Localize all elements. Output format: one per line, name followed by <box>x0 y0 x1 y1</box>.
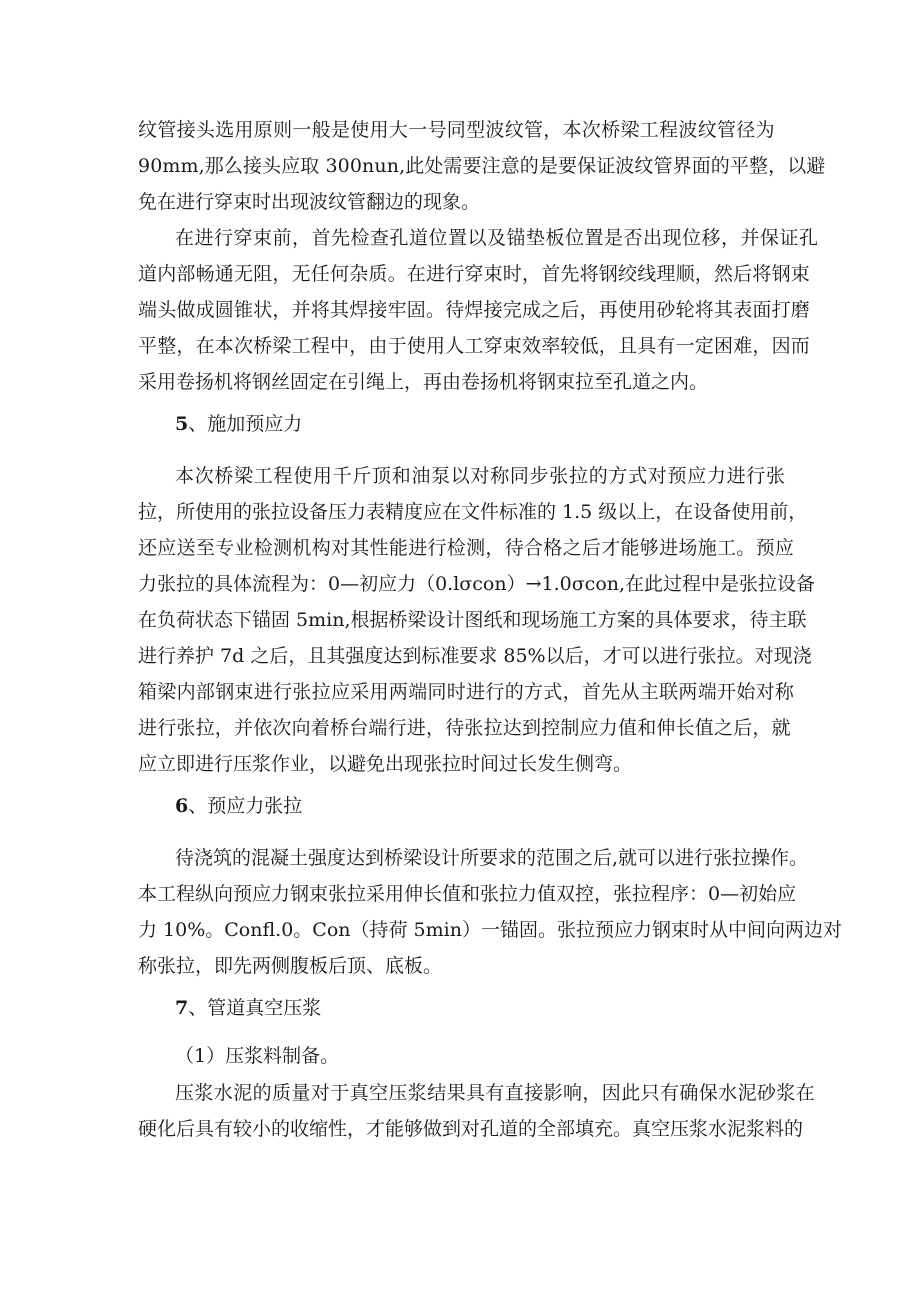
section-number: 6 <box>175 795 189 817</box>
para3-line-4: 力张拉的具体流程为：0—初应力（0.lσcon）→1.0σcon,在此过程中是张拉设备 <box>138 573 816 595</box>
para3-line-7: 箱梁内部钢束进行张拉应采用两端同时进行的方式，首先从主联两端开始对称 <box>138 681 795 703</box>
para1-line-1: 纹管接头选用原则一般是使用大一号同型波纹管，本次桥梁工程波纹管径为 <box>138 119 775 141</box>
para2-line-1: 在进行穿束前，首先检查孔道位置以及锚垫板位置是否出现位移，并保证孔 <box>175 227 819 249</box>
para2-line-4: 平整，在本次桥梁工程中，由于使用人工穿束效率较低，且具有一定困难，因而 <box>138 335 811 357</box>
para3-line-1: 本次桥梁工程使用千斤顶和油泵以对称同步张拉的方式对预应力进行张 <box>175 465 786 487</box>
para2-line-3: 端头做成圆锥状，并将其焊接牢固。待焊接完成之后，再使用砂轮将其表面打磨 <box>138 299 811 321</box>
para4-line-4: 称张拉，即先两侧腹板后顶、底板。 <box>138 955 443 977</box>
section-title: 、施加预应力 <box>188 413 303 435</box>
para1-line-2: 90mm,那么接头应取 300nun,此处需要注意的是要保证波纹管界面的平整，以避 <box>138 155 826 177</box>
para2-line-5: 采用卷扬机将钢丝固定在引绳上，再由卷扬机将钢束拉至孔道之内。 <box>138 371 709 393</box>
section-heading-7 <box>175 996 321 1020</box>
para5-line-1: 压浆水泥的质量对于真空压浆结果具有直接影响，因此只有确保水泥砂浆在 <box>175 1082 816 1104</box>
subheading-1: （1）压浆料制备。 <box>175 1045 340 1067</box>
para4-line-1: 待浇筑的混凝土强度达到桥梁设计所要求的范围之后,就可以进行张拉操作。 <box>175 847 809 869</box>
section-number: 7 <box>175 997 189 1019</box>
para2-line-2: 道内部畅通无阻，无任何杂质。在进行穿束时，首先将钢绞线理顺，然后将钢束 <box>138 263 811 285</box>
para1-line-3: 免在进行穿束时出现波纹管翻边的现象。 <box>138 191 481 213</box>
para3-line-2: 拉，所使用的张拉设备压力表精度应在文件标准的 1.5 级以上，在设备使用前， <box>138 501 808 523</box>
section-heading-5 <box>175 412 302 436</box>
section-title: 、预应力张拉 <box>188 795 303 817</box>
para3-line-6: 进行养护 7d 之后，且其强度达到标准要求 85%以后，才可以进行张拉。对现浇 <box>138 645 812 667</box>
para4-line-2: 本工程纵向预应力钢束张拉采用伸长值和张拉力值双控，张拉程序：0—初始应 <box>138 883 797 905</box>
para4-line-3: 力 10%。Confl.0。Con（持荷 5min）一锚固。张拉预应力钢束时从中间向两边对 <box>138 919 842 941</box>
section-number: 5 <box>175 413 189 435</box>
para3-line-9: 应立即进行压浆作业，以避免出现张拉时间过长发生侧弯。 <box>138 753 633 775</box>
section-heading-6 <box>175 794 302 818</box>
section-title: 、管道真空压浆 <box>188 997 322 1019</box>
para3-line-8: 进行张拉，并依次向着桥台端行进，待张拉达到控制应力值和伸长值之后，就 <box>138 717 791 739</box>
para3-line-5: 在负荷状态下锚固 5min,根据桥梁设计图纸和现场施工方案的具体要求，待主联 <box>138 609 807 631</box>
para3-line-3: 还应送至专业检测机构对其性能进行检测，待合格之后才能够进场施工。预应 <box>138 537 795 559</box>
para5-line-2: 硬化后具有较小的收缩性，才能够做到对孔道的全部填充。真空压浆水泥浆料的 <box>138 1118 804 1140</box>
